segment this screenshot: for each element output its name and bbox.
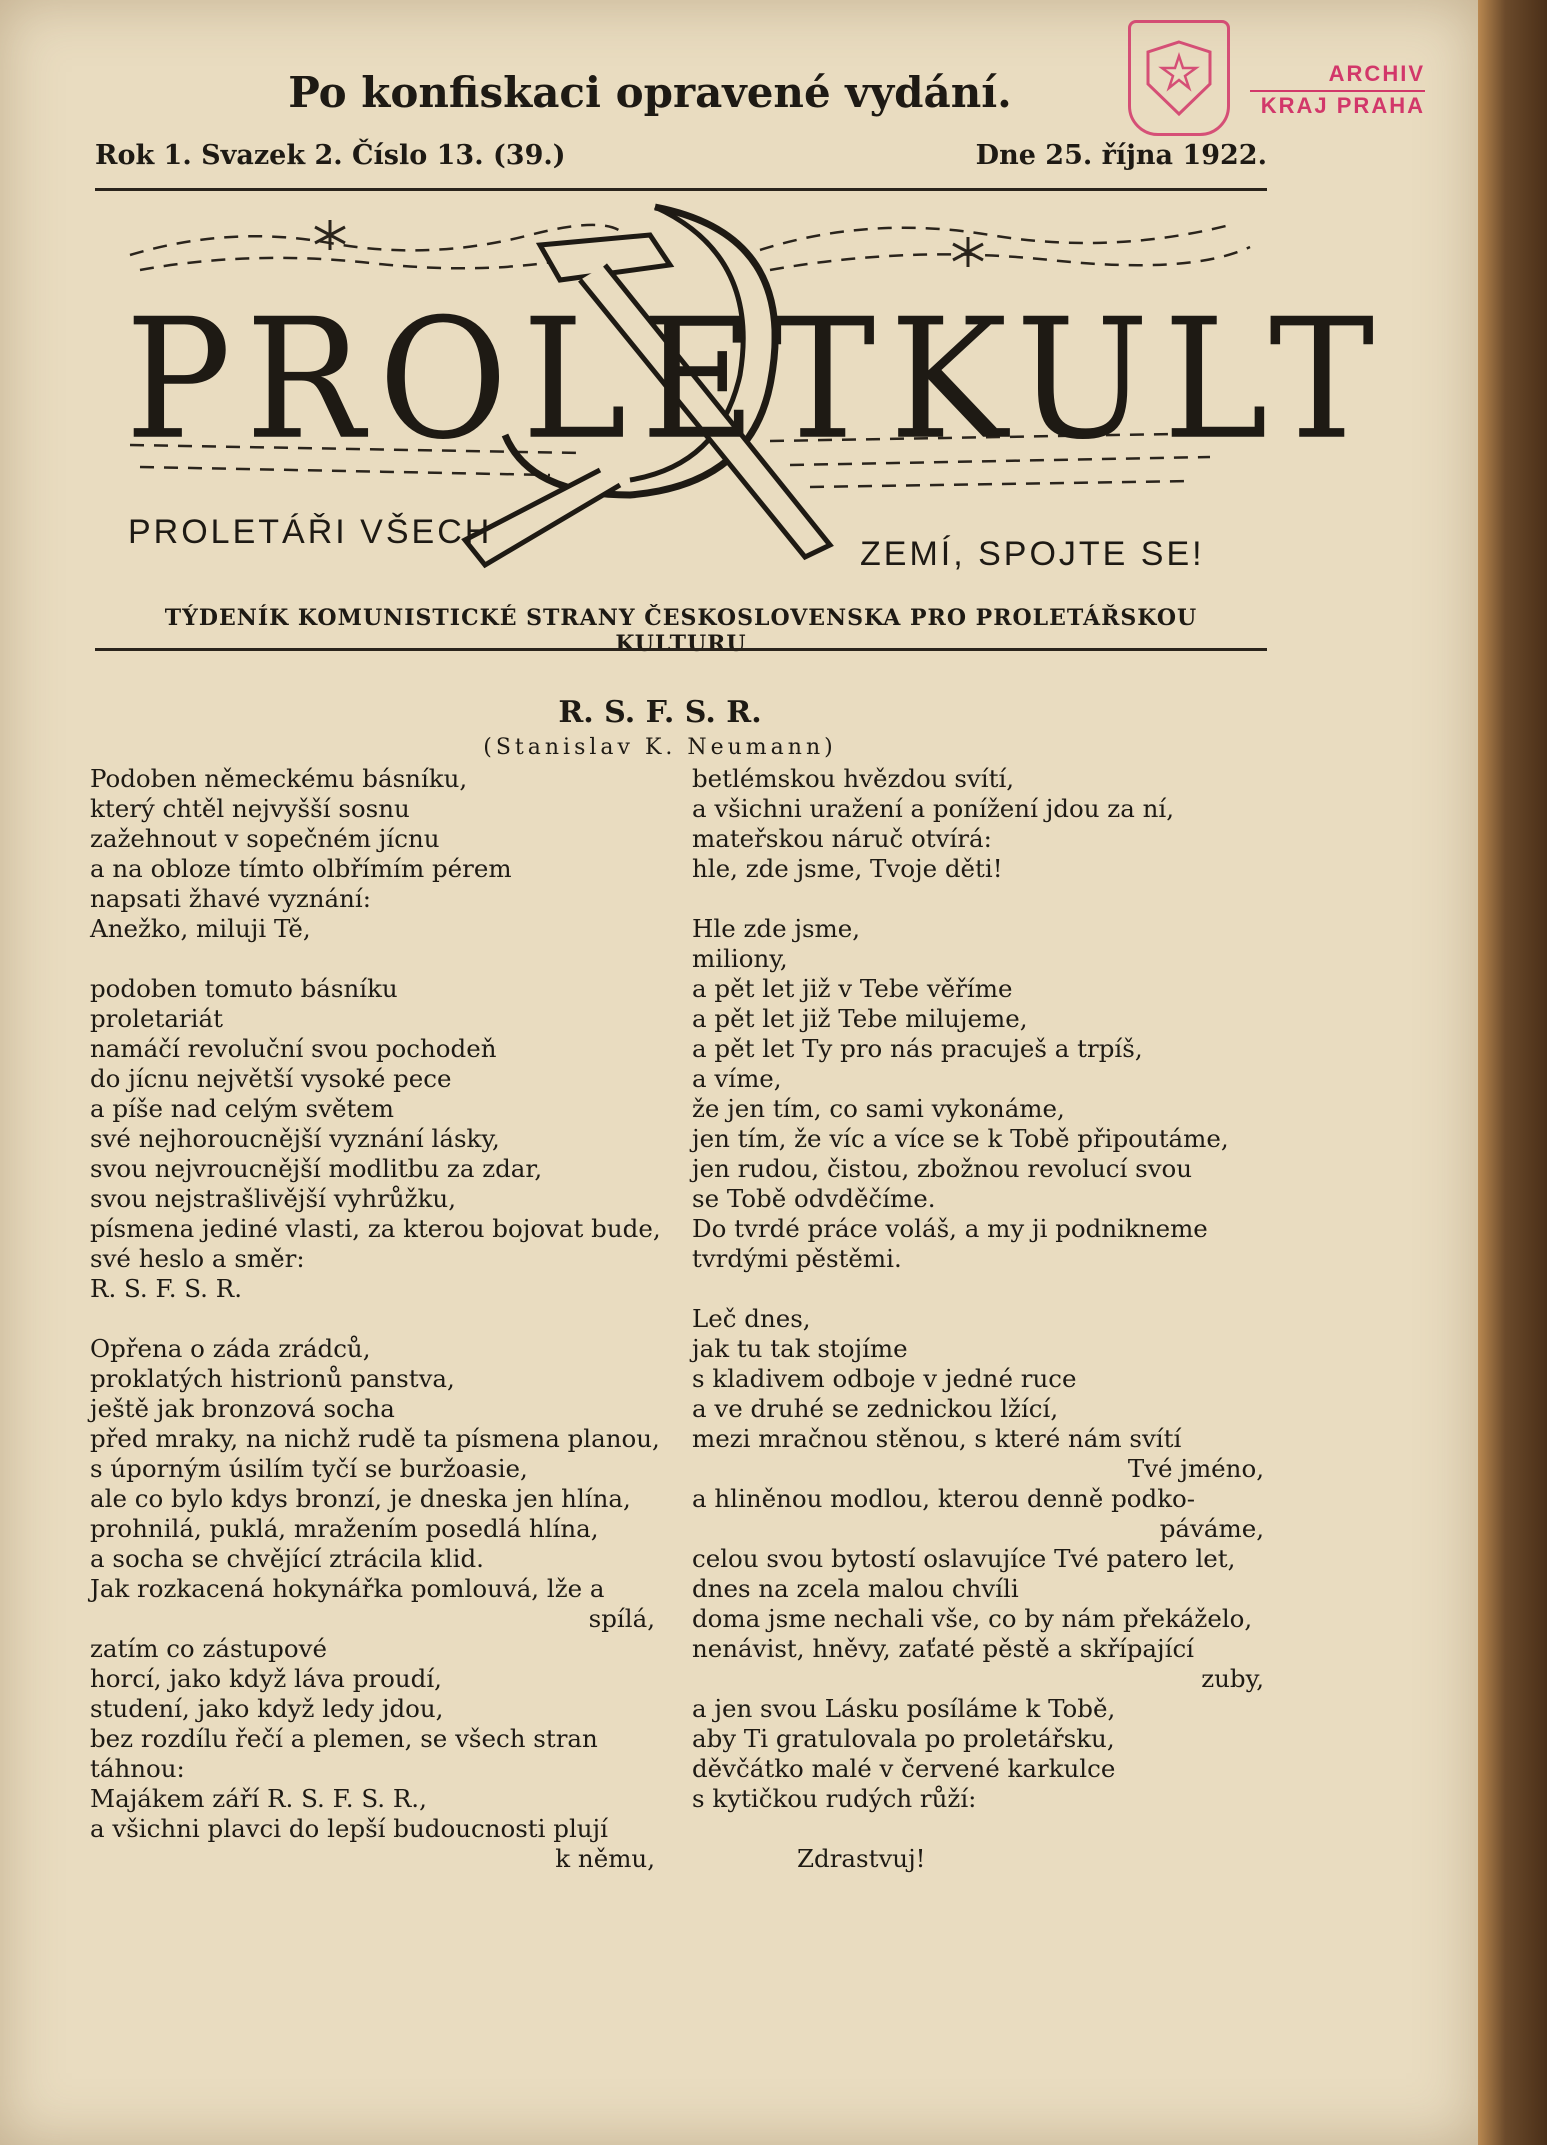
poem-line: s kytičkou rudých růží: [692,1784,977,1813]
poem-line: tvrdými pěstěmi. [692,1244,902,1273]
poem-line: a všichni plavci do lepší budoucnosti plují [90,1814,608,1843]
issue-date: Dne 25. října 1922. [975,140,1267,171]
poem-line: k němu, [555,1844,655,1873]
poem-line: páváme, [1159,1514,1264,1543]
poem-line: a na obloze tímto olbřímím pérem [90,854,512,883]
poem-line: se Tobě odvděčíme. [692,1184,936,1213]
poem-line: před mraky, na nichž rudě ta písmena planou, [90,1424,660,1453]
poem-line: ale co bylo kdys bronzí, je dneska jen hlína, [90,1484,631,1513]
slogan-right: ZEMÍ, SPOJTE SE! [860,535,1205,573]
poem-line: který chtěl nejvyšší sosnu [90,794,410,823]
poem-line: zatím co zástupové [90,1634,327,1663]
masthead [110,195,1389,595]
poem-line: a pět let již v Tebe věříme [692,974,1013,1003]
issue-number: Rok 1. Svazek 2. Číslo 13. (39.) [95,140,566,171]
poem-line: Anežko, miluji Tě, [90,914,311,943]
poem-line: táhnou: [90,1754,185,1783]
poem-line [90,944,655,974]
poem-line [692,884,1264,914]
slogan-left: PROLETÁŘI VŠECH [128,513,493,551]
poem-line [90,1304,655,1334]
poem-line: proletariát [90,1004,223,1033]
poem-line: a všichni uražení a ponížení jdou za ní, [692,794,1175,823]
poem-line: namáčí revoluční svou pochodeň [90,1034,497,1063]
poem-line: horcí, jako když láva proudí, [90,1664,442,1693]
poem-line: studení, jako když ledy jdou, [90,1694,444,1723]
poem-author: (Stanislav K. Neumann) [483,735,837,760]
poem-line: betlémskou hvězdou svítí, [692,764,1015,793]
poem-line: s úporným úsilím tyčí se buržoasie, [90,1454,528,1483]
poem-line [692,1274,1264,1304]
poem-line [692,1814,1264,1844]
poem-line: Leč dnes, [692,1304,811,1333]
poem-line: děvčátko malé v červené karkulce [692,1754,1116,1783]
poem-line: Jak rozkacená hokynářka pomlouvá, lže a [90,1574,605,1603]
poem-line: Zdrastvuj! [797,1844,926,1873]
poem-line: svou nejstrašlivější vyhrůžku, [90,1184,456,1213]
poem-line: Tvé jméno, [1127,1454,1264,1483]
top-rule [95,188,1267,191]
archive-stamp-icon [1128,20,1230,136]
archive-stamp-text [1250,60,1425,120]
poem-line: a jen svou Lásku posíláme k Tobě, [692,1694,1116,1723]
poem-line: jen tím, že víc a více se k Tobě připoutáme, [692,1124,1229,1153]
poem-line: spílá, [588,1604,655,1633]
poem-line: a víme, [692,1064,782,1093]
poem-line: podoben tomuto básníku [90,974,398,1003]
poem-line: napsati žhavé vyznání: [90,884,371,913]
poem-line: Hle zde jsme, [692,914,861,943]
poem-line: své nejhoroucnější vyznání lásky, [90,1124,500,1153]
poem-line: a pět let již Tebe milujeme, [692,1004,1028,1033]
poem-line: s kladivem odboje v jedné ruce [692,1364,1077,1393]
poem-left-column [90,764,661,1874]
issue-line [95,140,1267,180]
poem-line: a pět let Ty pro nás pracuješ a trpíš, [692,1034,1143,1063]
newspaper-subtitle: TÝDENÍK KOMUNISTICKÉ STRANY ČESKOSLOVENSKA PRO PROLETÁŘSKOU KULTURU [164,605,1198,657]
poem-right-column [692,764,1264,1874]
poem-line: svou nejvroucnější modlitbu za zdar, [90,1154,543,1183]
page-edge [1478,0,1547,2145]
poem-line: jen rudou, čistou, zbožnou revolucí svou [692,1154,1193,1183]
poem-line: R. S. F. S. R. [90,1274,242,1303]
poem-line: nenávist, hněvy, zaťaté pěstě a skřípající [692,1634,1195,1663]
poem-line: mezi mračnou stěnou, s které nám svítí [692,1424,1182,1453]
stamp-line-1: ARCHIV [1250,60,1425,92]
poem-line: a hliněnou modlou, kterou denně podko- [692,1484,1196,1513]
subtitle-rule [95,648,1267,651]
poem-line: aby Ti gratulovala po proletářsku, [692,1724,1115,1753]
poem-line: ještě jak bronzová socha [90,1394,395,1423]
poem-line: do jícnu největší vysoké pece [90,1064,452,1093]
poem-line: své heslo a směr: [90,1244,305,1273]
poem-line: proklatých histrionů panstva, [90,1364,455,1393]
poem-title: R. S. F. S. R. [558,695,762,730]
poem-line: dnes na zcela malou chvíli [692,1574,1019,1603]
poem-line: a píše nad celým světem [90,1094,395,1123]
poem-line: že jen tím, co sami vykonáme, [692,1094,1065,1123]
poem-line: doma jsme nechali vše, co by nám překáželo, [692,1604,1253,1633]
poem-line: mateřskou náruč otvírá: [692,824,992,853]
poem-line: bez rozdílu řečí a plemen, se všech stran [90,1724,598,1753]
poem-line: hle, zde jsme, Tvoje děti! [692,854,1003,883]
poem-line: a socha se chvějící ztrácila klid. [90,1544,484,1573]
poem-line: miliony, [692,944,788,973]
poem-line: jak tu tak stojíme [692,1334,908,1363]
poem-line: Podoben německému básníku, [90,764,468,793]
stamp-line-2: KRAJ PRAHA [1260,93,1425,118]
poem-line: Opřena o záda zrádců, [90,1334,371,1363]
poem-line: a ve druhé se zednickou lžící, [692,1394,1059,1423]
poem-line: zuby, [1201,1664,1264,1693]
poem-line: zažehnout v sopečném jícnu [90,824,440,853]
poem-line: celou svou bytostí oslavujíce Tvé patero let, [692,1544,1236,1573]
poem-line: prohnilá, puklá, mražením posedlá hlína, [90,1514,599,1543]
edition-note: Po konfiskaci opravené vydání. [288,68,1012,117]
poem-line: Majákem září R. S. F. S. R., [90,1784,427,1813]
poem-line: písmena jediné vlasti, za kterou bojovat bude, [90,1214,661,1243]
masthead-title: PROLETKULT [125,283,1389,477]
poem-line: Do tvrdé práce voláš, a my ji podnikneme [692,1214,1208,1243]
